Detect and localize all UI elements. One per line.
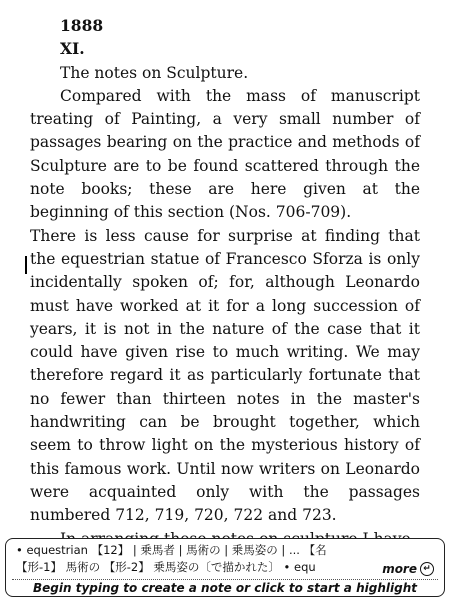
dictionary-popup[interactable] <box>5 538 445 597</box>
selection-cursor <box>25 256 27 274</box>
year-heading: 1888 <box>60 16 104 35</box>
more-button[interactable] <box>378 561 434 577</box>
enter-icon: ↵ <box>420 562 434 576</box>
more-label: more <box>382 562 417 576</box>
book-page[interactable] <box>30 14 420 551</box>
definition-line-1: • equestrian 【12】 | 乗馬者 | 馬術の | 乗馬姿の | ... 【名 <box>16 543 327 557</box>
note-hint: Begin typing to create a note or click to start a highlight <box>33 581 417 595</box>
dictionary-definition[interactable] <box>16 542 434 578</box>
paragraph-1[interactable]: Compared with the mass of manuscript treating of Painting, a very small number of passages bearing on the practice and methods of Sculpture are to be found scattered through the note books; these are here given at the beginning of this section (Nos. 706-709). <box>30 86 420 222</box>
paragraph-2[interactable]: There is less cause for surprise at finding that the equestrian statue of Francesco Sforza is only incidentally spoken of; for, although Leonardo must have worked at it for a long succession of years, it is not in the nature of the case that it could have given rise to much writing. We may therefore regard it as particularly fortunate that no fewer than thirteen notes in the master's handwriting can be brought together, which seem to throw light on the mysterious history of this famous work. Until now writers on Leonardo were acquainted only with the passages numbered 712, 719, 720, 722 and 723. <box>30 226 420 525</box>
section-number: XI. <box>60 39 85 59</box>
section-title: The notes on Sculpture. <box>60 63 249 82</box>
definition-line-2: 【形-1】 馬術の 【形-2】 乗馬姿の〔で描かれた〕 • equ <box>16 560 316 574</box>
popup-divider <box>12 579 438 580</box>
